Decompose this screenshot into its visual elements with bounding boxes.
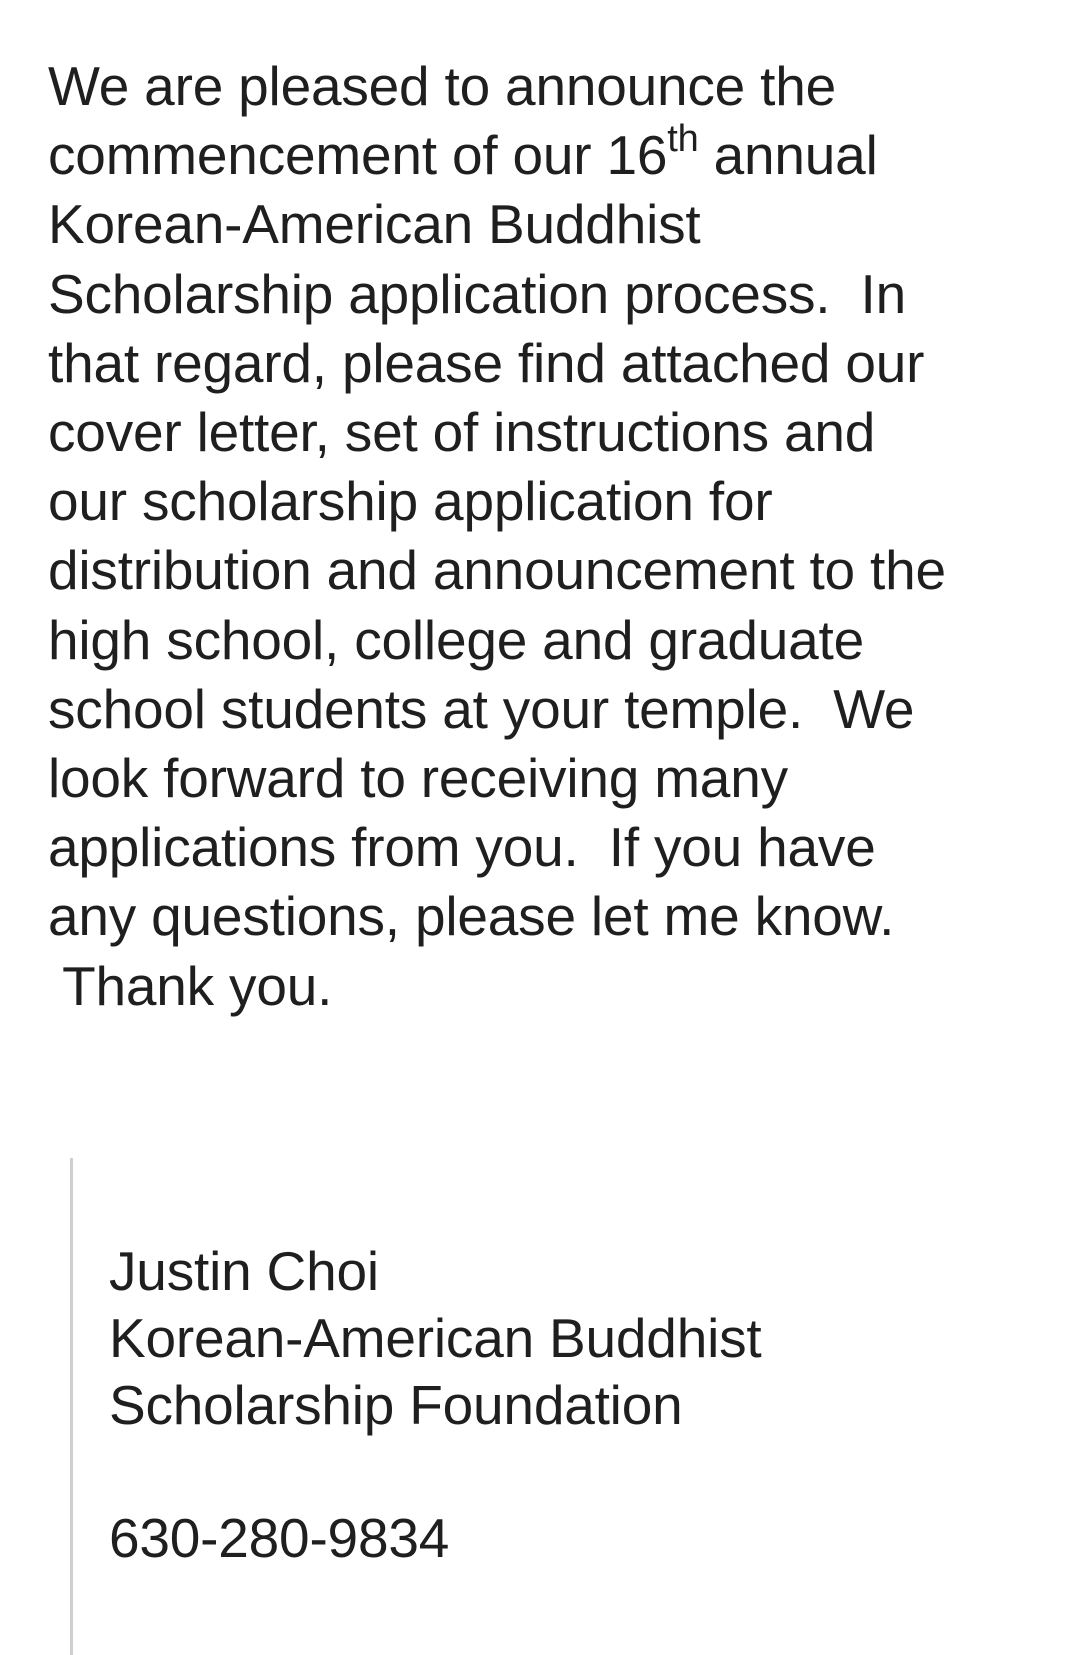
signature-name: Justin Choi <box>109 1240 379 1302</box>
signature <box>109 1238 762 1572</box>
signature-phone-link[interactable]: 630-280-9834 <box>109 1507 450 1569</box>
quoted-signature-block <box>70 1158 1033 1655</box>
message-line: Thank you. <box>48 954 333 1017</box>
message-text: annual <box>698 124 878 187</box>
message-line: applications from you. If you have <box>48 816 876 879</box>
message-line: our scholarship application for <box>48 470 773 533</box>
message-line: We are pleased to announce the <box>48 55 837 117</box>
signature-organization-line-2: Scholarship Foundation <box>109 1374 683 1436</box>
message-line: that regard, please find attached our <box>48 331 925 394</box>
message-line: any questions, please let me know. <box>48 885 895 948</box>
message-line: Scholarship application process. In <box>48 262 907 325</box>
ordinal-suffix: th <box>667 117 699 160</box>
signature-organization-line-1: Korean-American Buddhist <box>109 1307 762 1369</box>
message-line: look forward to receiving many <box>48 747 788 810</box>
message-line <box>48 117 1048 190</box>
message-line: cover letter, set of instructions and <box>48 401 876 464</box>
message-line: Korean-American Buddhist <box>48 193 701 256</box>
email-message-body <box>48 52 1048 1021</box>
message-line: school students at your temple. We <box>48 677 915 740</box>
message-text: commencement of our 16 <box>48 124 668 187</box>
message-line: distribution and announcement to the <box>48 539 946 602</box>
message-line: high school, college and graduate <box>48 608 864 671</box>
